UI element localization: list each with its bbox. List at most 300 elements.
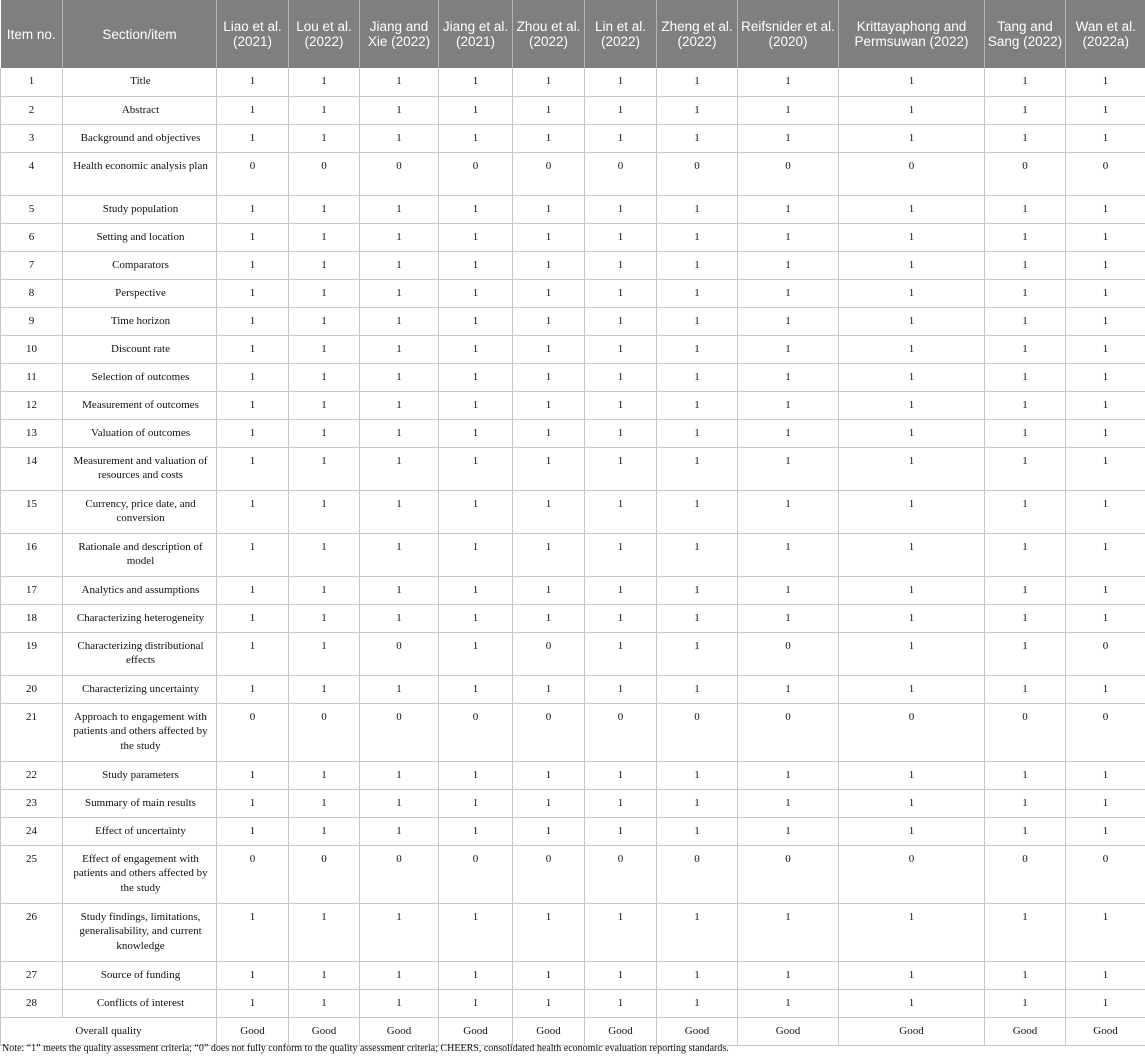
score-cell: 1 bbox=[217, 789, 289, 817]
score-cell: 1 bbox=[360, 96, 439, 124]
score-cell: 1 bbox=[217, 251, 289, 279]
header-study: Zhou et al. (2022) bbox=[513, 0, 585, 68]
score-cell: 0 bbox=[985, 152, 1066, 195]
score-cell: 1 bbox=[360, 363, 439, 391]
section-item-cell: Selection of outcomes bbox=[63, 363, 217, 391]
score-cell: 1 bbox=[738, 251, 839, 279]
score-cell: 1 bbox=[985, 447, 1066, 490]
score-cell: 1 bbox=[738, 307, 839, 335]
overall-quality-value: Good bbox=[657, 1017, 738, 1045]
score-cell: 0 bbox=[738, 703, 839, 761]
score-cell: 1 bbox=[738, 576, 839, 604]
item-number-cell: 28 bbox=[1, 989, 63, 1017]
table-row bbox=[1, 419, 1145, 447]
score-cell: 1 bbox=[657, 903, 738, 961]
score-cell: 1 bbox=[439, 307, 513, 335]
score-cell: 1 bbox=[289, 68, 360, 96]
score-cell: 0 bbox=[289, 703, 360, 761]
section-item-cell: Measurement of outcomes bbox=[63, 391, 217, 419]
score-cell: 1 bbox=[289, 391, 360, 419]
score-cell: 0 bbox=[439, 152, 513, 195]
score-cell: 1 bbox=[360, 124, 439, 152]
header-study: Lin et al. (2022) bbox=[585, 0, 657, 68]
section-item-cell: Rationale and description of model bbox=[63, 533, 217, 576]
item-number-cell: 12 bbox=[1, 391, 63, 419]
score-cell: 1 bbox=[738, 761, 839, 789]
score-cell: 1 bbox=[839, 675, 985, 703]
score-cell: 1 bbox=[289, 961, 360, 989]
score-cell: 1 bbox=[839, 490, 985, 533]
score-cell: 0 bbox=[217, 703, 289, 761]
score-cell: 1 bbox=[657, 961, 738, 989]
score-cell: 1 bbox=[585, 903, 657, 961]
score-cell: 0 bbox=[839, 152, 985, 195]
score-cell: 1 bbox=[839, 961, 985, 989]
header-study: Tang and Sang (2022) bbox=[985, 0, 1066, 68]
score-cell: 1 bbox=[360, 419, 439, 447]
overall-quality-value: Good bbox=[289, 1017, 360, 1045]
score-cell: 0 bbox=[289, 845, 360, 903]
score-cell: 1 bbox=[360, 533, 439, 576]
score-cell: 0 bbox=[657, 845, 738, 903]
score-cell: 1 bbox=[839, 604, 985, 632]
score-cell: 1 bbox=[585, 223, 657, 251]
score-cell: 1 bbox=[985, 251, 1066, 279]
item-number-cell: 27 bbox=[1, 961, 63, 989]
score-cell: 1 bbox=[217, 307, 289, 335]
score-cell: 1 bbox=[738, 223, 839, 251]
score-cell: 1 bbox=[985, 761, 1066, 789]
header-study: Zheng et al. (2022) bbox=[657, 0, 738, 68]
score-cell: 1 bbox=[839, 68, 985, 96]
table-row bbox=[1, 96, 1145, 124]
section-item-cell: Characterizing heterogeneity bbox=[63, 604, 217, 632]
score-cell: 0 bbox=[657, 152, 738, 195]
score-cell: 1 bbox=[439, 989, 513, 1017]
item-number-cell: 8 bbox=[1, 279, 63, 307]
score-cell: 1 bbox=[439, 335, 513, 363]
score-cell: 1 bbox=[985, 335, 1066, 363]
score-cell: 1 bbox=[360, 68, 439, 96]
score-cell: 1 bbox=[289, 903, 360, 961]
score-cell: 1 bbox=[839, 817, 985, 845]
score-cell: 1 bbox=[585, 789, 657, 817]
score-cell: 1 bbox=[360, 903, 439, 961]
section-item-cell: Approach to engagement with patients and others affected by the study bbox=[63, 703, 217, 761]
score-cell: 1 bbox=[985, 195, 1066, 223]
score-cell: 1 bbox=[289, 447, 360, 490]
score-cell: 1 bbox=[217, 632, 289, 675]
score-cell: 1 bbox=[360, 279, 439, 307]
score-cell: 1 bbox=[289, 675, 360, 703]
table-header bbox=[1, 0, 1145, 68]
score-cell: 1 bbox=[657, 124, 738, 152]
score-cell: 1 bbox=[439, 363, 513, 391]
score-cell: 1 bbox=[985, 533, 1066, 576]
score-cell: 1 bbox=[1066, 307, 1145, 335]
score-cell: 1 bbox=[289, 96, 360, 124]
score-cell: 1 bbox=[289, 223, 360, 251]
score-cell: 1 bbox=[839, 989, 985, 1017]
score-cell: 1 bbox=[738, 604, 839, 632]
score-cell: 1 bbox=[439, 632, 513, 675]
score-cell: 1 bbox=[657, 68, 738, 96]
header-row bbox=[1, 0, 1145, 68]
score-cell: 1 bbox=[1066, 195, 1145, 223]
score-cell: 1 bbox=[738, 279, 839, 307]
score-cell: 1 bbox=[217, 490, 289, 533]
score-cell: 1 bbox=[985, 490, 1066, 533]
section-item-cell: Abstract bbox=[63, 96, 217, 124]
item-number-cell: 1 bbox=[1, 68, 63, 96]
score-cell: 1 bbox=[738, 391, 839, 419]
table-row bbox=[1, 703, 1145, 761]
score-cell: 1 bbox=[513, 761, 585, 789]
score-cell: 1 bbox=[585, 124, 657, 152]
score-cell: 1 bbox=[217, 604, 289, 632]
score-cell: 1 bbox=[585, 604, 657, 632]
score-cell: 1 bbox=[657, 419, 738, 447]
item-number-cell: 10 bbox=[1, 335, 63, 363]
score-cell: 1 bbox=[289, 789, 360, 817]
score-cell: 1 bbox=[657, 761, 738, 789]
score-cell: 1 bbox=[439, 195, 513, 223]
score-cell: 1 bbox=[738, 68, 839, 96]
score-cell: 1 bbox=[513, 251, 585, 279]
score-cell: 1 bbox=[360, 789, 439, 817]
score-cell: 1 bbox=[513, 419, 585, 447]
score-cell: 1 bbox=[738, 124, 839, 152]
score-cell: 1 bbox=[360, 307, 439, 335]
score-cell: 1 bbox=[360, 391, 439, 419]
overall-quality-value: Good bbox=[839, 1017, 985, 1045]
item-number-cell: 22 bbox=[1, 761, 63, 789]
score-cell: 0 bbox=[439, 845, 513, 903]
score-cell: 1 bbox=[985, 604, 1066, 632]
item-number-cell: 3 bbox=[1, 124, 63, 152]
score-cell: 1 bbox=[585, 419, 657, 447]
score-cell: 1 bbox=[839, 307, 985, 335]
header-study: Lou et al. (2022) bbox=[289, 0, 360, 68]
table-row bbox=[1, 195, 1145, 223]
score-cell: 1 bbox=[217, 124, 289, 152]
score-cell: 1 bbox=[289, 533, 360, 576]
overall-quality-value: Good bbox=[585, 1017, 657, 1045]
table-row bbox=[1, 961, 1145, 989]
section-item-cell: Background and objectives bbox=[63, 124, 217, 152]
score-cell: 1 bbox=[289, 307, 360, 335]
score-cell: 1 bbox=[585, 363, 657, 391]
score-cell: 1 bbox=[439, 789, 513, 817]
score-cell: 1 bbox=[657, 195, 738, 223]
score-cell: 1 bbox=[657, 279, 738, 307]
item-number-cell: 15 bbox=[1, 490, 63, 533]
score-cell: 1 bbox=[738, 961, 839, 989]
item-number-cell: 19 bbox=[1, 632, 63, 675]
score-cell: 0 bbox=[585, 845, 657, 903]
table-row bbox=[1, 604, 1145, 632]
score-cell: 1 bbox=[657, 363, 738, 391]
table-row bbox=[1, 279, 1145, 307]
overall-quality-value: Good bbox=[439, 1017, 513, 1045]
score-cell: 1 bbox=[585, 533, 657, 576]
score-cell: 1 bbox=[657, 533, 738, 576]
score-cell: 1 bbox=[657, 96, 738, 124]
table-row bbox=[1, 533, 1145, 576]
score-cell: 1 bbox=[1066, 761, 1145, 789]
section-item-cell: Valuation of outcomes bbox=[63, 419, 217, 447]
score-cell: 1 bbox=[738, 989, 839, 1017]
score-cell: 1 bbox=[289, 817, 360, 845]
score-cell: 1 bbox=[738, 490, 839, 533]
score-cell: 1 bbox=[439, 903, 513, 961]
score-cell: 1 bbox=[738, 195, 839, 223]
score-cell: 1 bbox=[513, 223, 585, 251]
score-cell: 0 bbox=[217, 845, 289, 903]
header-study: Liao et al. (2021) bbox=[217, 0, 289, 68]
table-row bbox=[1, 576, 1145, 604]
score-cell: 1 bbox=[289, 604, 360, 632]
score-cell: 1 bbox=[513, 68, 585, 96]
score-cell: 1 bbox=[513, 490, 585, 533]
score-cell: 1 bbox=[513, 675, 585, 703]
score-cell: 1 bbox=[985, 675, 1066, 703]
score-cell: 1 bbox=[839, 419, 985, 447]
score-cell: 1 bbox=[289, 989, 360, 1017]
table-row bbox=[1, 903, 1145, 961]
score-cell: 1 bbox=[839, 761, 985, 789]
score-cell: 0 bbox=[513, 632, 585, 675]
score-cell: 0 bbox=[360, 632, 439, 675]
score-cell: 1 bbox=[839, 195, 985, 223]
section-item-cell: Discount rate bbox=[63, 335, 217, 363]
score-cell: 1 bbox=[985, 68, 1066, 96]
score-cell: 1 bbox=[738, 335, 839, 363]
score-cell: 1 bbox=[657, 604, 738, 632]
score-cell: 0 bbox=[360, 845, 439, 903]
score-cell: 1 bbox=[585, 817, 657, 845]
table-row bbox=[1, 632, 1145, 675]
section-item-cell: Perspective bbox=[63, 279, 217, 307]
score-cell: 1 bbox=[217, 675, 289, 703]
score-cell: 1 bbox=[513, 363, 585, 391]
item-number-cell: 23 bbox=[1, 789, 63, 817]
score-cell: 1 bbox=[657, 490, 738, 533]
score-cell: 1 bbox=[360, 761, 439, 789]
score-cell: 1 bbox=[360, 223, 439, 251]
score-cell: 1 bbox=[657, 817, 738, 845]
item-number-cell: 9 bbox=[1, 307, 63, 335]
table-row bbox=[1, 68, 1145, 96]
score-cell: 1 bbox=[839, 632, 985, 675]
section-item-cell: Characterizing distributional effects bbox=[63, 632, 217, 675]
header-study: Krittayaphong and Permsuwan (2022) bbox=[839, 0, 985, 68]
score-cell: 1 bbox=[1066, 789, 1145, 817]
score-cell: 1 bbox=[657, 223, 738, 251]
header-study: Reifsnider et al. (2020) bbox=[738, 0, 839, 68]
score-cell: 1 bbox=[1066, 604, 1145, 632]
score-cell: 0 bbox=[217, 152, 289, 195]
score-cell: 1 bbox=[217, 817, 289, 845]
score-cell: 1 bbox=[585, 989, 657, 1017]
score-cell: 1 bbox=[513, 961, 585, 989]
score-cell: 1 bbox=[985, 279, 1066, 307]
score-cell: 1 bbox=[360, 251, 439, 279]
overall-quality-row bbox=[1, 1017, 1145, 1045]
score-cell: 1 bbox=[738, 789, 839, 817]
table-row bbox=[1, 675, 1145, 703]
score-cell: 1 bbox=[657, 335, 738, 363]
score-cell: 1 bbox=[1066, 251, 1145, 279]
score-cell: 1 bbox=[217, 576, 289, 604]
score-cell: 1 bbox=[217, 391, 289, 419]
overall-quality-value: Good bbox=[360, 1017, 439, 1045]
score-cell: 1 bbox=[839, 576, 985, 604]
table-row bbox=[1, 251, 1145, 279]
score-cell: 1 bbox=[657, 447, 738, 490]
score-cell: 1 bbox=[1066, 447, 1145, 490]
item-number-cell: 13 bbox=[1, 419, 63, 447]
score-cell: 1 bbox=[360, 604, 439, 632]
score-cell: 1 bbox=[289, 419, 360, 447]
score-cell: 1 bbox=[513, 989, 585, 1017]
score-cell: 1 bbox=[217, 533, 289, 576]
score-cell: 1 bbox=[985, 363, 1066, 391]
score-cell: 1 bbox=[585, 279, 657, 307]
score-cell: 1 bbox=[217, 195, 289, 223]
section-item-cell: Study findings, limitations, generalisability, and current knowledge bbox=[63, 903, 217, 961]
section-item-cell: Conflicts of interest bbox=[63, 989, 217, 1017]
score-cell: 1 bbox=[439, 419, 513, 447]
score-cell: 1 bbox=[217, 447, 289, 490]
overall-quality-value: Good bbox=[513, 1017, 585, 1045]
item-number-cell: 18 bbox=[1, 604, 63, 632]
section-item-cell: Characterizing uncertainty bbox=[63, 675, 217, 703]
score-cell: 1 bbox=[738, 817, 839, 845]
table-row bbox=[1, 789, 1145, 817]
overall-quality-value: Good bbox=[985, 1017, 1066, 1045]
score-cell: 0 bbox=[1066, 152, 1145, 195]
score-cell: 1 bbox=[360, 961, 439, 989]
table-row bbox=[1, 152, 1145, 195]
table-row bbox=[1, 223, 1145, 251]
score-cell: 1 bbox=[985, 419, 1066, 447]
score-cell: 0 bbox=[360, 703, 439, 761]
score-cell: 1 bbox=[513, 124, 585, 152]
score-cell: 1 bbox=[657, 391, 738, 419]
score-cell: 0 bbox=[738, 632, 839, 675]
table-row bbox=[1, 447, 1145, 490]
score-cell: 1 bbox=[839, 124, 985, 152]
section-item-cell: Comparators bbox=[63, 251, 217, 279]
score-cell: 1 bbox=[513, 335, 585, 363]
score-cell: 1 bbox=[513, 789, 585, 817]
item-number-cell: 26 bbox=[1, 903, 63, 961]
score-cell: 1 bbox=[839, 279, 985, 307]
section-item-cell: Source of funding bbox=[63, 961, 217, 989]
item-number-cell: 24 bbox=[1, 817, 63, 845]
score-cell: 0 bbox=[738, 845, 839, 903]
section-item-cell: Study parameters bbox=[63, 761, 217, 789]
score-cell: 1 bbox=[217, 279, 289, 307]
score-cell: 1 bbox=[839, 789, 985, 817]
score-cell: 1 bbox=[1066, 989, 1145, 1017]
score-cell: 0 bbox=[289, 152, 360, 195]
score-cell: 1 bbox=[360, 447, 439, 490]
table-row bbox=[1, 391, 1145, 419]
score-cell: 1 bbox=[513, 391, 585, 419]
score-cell: 1 bbox=[289, 195, 360, 223]
score-cell: 1 bbox=[839, 391, 985, 419]
score-cell: 1 bbox=[1066, 363, 1145, 391]
score-cell: 1 bbox=[985, 124, 1066, 152]
score-cell: 1 bbox=[217, 223, 289, 251]
score-cell: 0 bbox=[1066, 703, 1145, 761]
table-row bbox=[1, 490, 1145, 533]
item-number-cell: 7 bbox=[1, 251, 63, 279]
score-cell: 1 bbox=[513, 96, 585, 124]
section-item-cell: Analytics and assumptions bbox=[63, 576, 217, 604]
overall-quality-value: Good bbox=[217, 1017, 289, 1045]
section-item-cell: Effect of engagement with patients and others affected by the study bbox=[63, 845, 217, 903]
section-item-cell: Study population bbox=[63, 195, 217, 223]
score-cell: 1 bbox=[513, 279, 585, 307]
score-cell: 1 bbox=[657, 632, 738, 675]
score-cell: 1 bbox=[585, 576, 657, 604]
score-cell: 0 bbox=[513, 703, 585, 761]
section-item-cell: Setting and location bbox=[63, 223, 217, 251]
score-cell: 1 bbox=[738, 363, 839, 391]
score-cell: 1 bbox=[439, 817, 513, 845]
score-cell: 1 bbox=[289, 490, 360, 533]
score-cell: 1 bbox=[289, 363, 360, 391]
score-cell: 1 bbox=[289, 124, 360, 152]
score-cell: 0 bbox=[513, 152, 585, 195]
score-cell: 1 bbox=[513, 533, 585, 576]
item-number-cell: 5 bbox=[1, 195, 63, 223]
score-cell: 1 bbox=[1066, 903, 1145, 961]
section-item-cell: Effect of uncertainty bbox=[63, 817, 217, 845]
score-cell: 1 bbox=[513, 817, 585, 845]
score-cell: 0 bbox=[839, 845, 985, 903]
score-cell: 1 bbox=[585, 632, 657, 675]
item-number-cell: 20 bbox=[1, 675, 63, 703]
score-cell: 0 bbox=[985, 845, 1066, 903]
score-cell: 0 bbox=[585, 703, 657, 761]
score-cell: 1 bbox=[439, 68, 513, 96]
score-cell: 1 bbox=[1066, 223, 1145, 251]
score-cell: 1 bbox=[439, 391, 513, 419]
table-note: Note: “1” meets the quality assessment criteria; “0” does not fully conform to the quality assessment criteria; CHEERS, consolidated health economic evaluation reporting standards. bbox=[2, 1043, 729, 1054]
section-item-cell: Time horizon bbox=[63, 307, 217, 335]
score-cell: 0 bbox=[1066, 845, 1145, 903]
score-cell: 1 bbox=[439, 447, 513, 490]
score-cell: 1 bbox=[439, 576, 513, 604]
score-cell: 1 bbox=[1066, 490, 1145, 533]
overall-quality-value: Good bbox=[1066, 1017, 1145, 1045]
header-section-item: Section/item bbox=[63, 0, 217, 68]
table-row bbox=[1, 363, 1145, 391]
score-cell: 1 bbox=[360, 817, 439, 845]
score-cell: 1 bbox=[1066, 96, 1145, 124]
score-cell: 1 bbox=[360, 989, 439, 1017]
score-cell: 1 bbox=[585, 490, 657, 533]
score-cell: 1 bbox=[1066, 279, 1145, 307]
score-cell: 0 bbox=[439, 703, 513, 761]
score-cell: 1 bbox=[839, 447, 985, 490]
score-cell: 1 bbox=[585, 675, 657, 703]
score-cell: 1 bbox=[289, 335, 360, 363]
